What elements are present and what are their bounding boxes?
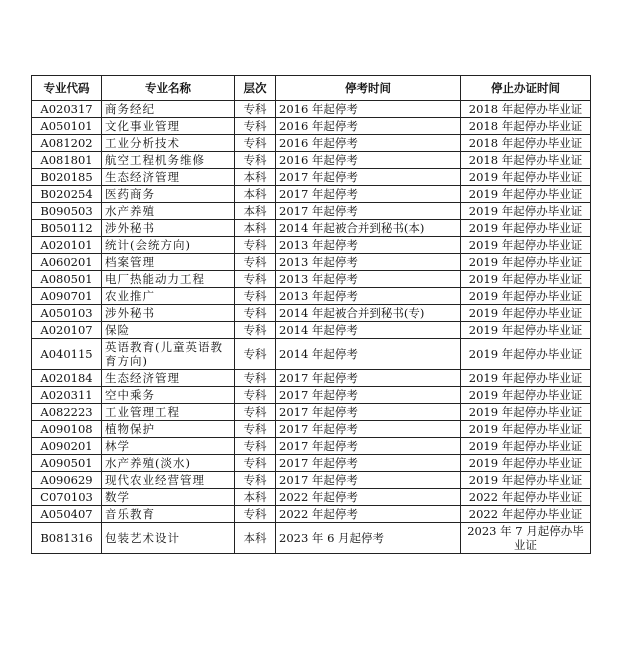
cell-code: B081316: [32, 523, 102, 554]
cell-stop-cert: 2019 年起停办毕业证: [461, 455, 591, 472]
cell-level: 专科: [235, 152, 276, 169]
table-row: [32, 404, 591, 421]
discontinued-majors-table: [31, 75, 591, 554]
cell-stop-cert: 2019 年起停办毕业证: [461, 237, 591, 254]
cell-stop-cert: 2018 年起停办毕业证: [461, 101, 591, 118]
cell-stop-exam: 2013 年起停考: [276, 254, 461, 271]
cell-stop-exam: 2013 年起停考: [276, 288, 461, 305]
cell-stop-exam: 2013 年起停考: [276, 237, 461, 254]
cell-stop-exam: 2016 年起停考: [276, 152, 461, 169]
table-row: [32, 339, 591, 370]
cell-stop-cert: 2019 年起停办毕业证: [461, 438, 591, 455]
cell-name: 空中乘务: [102, 387, 235, 404]
cell-code: A090501: [32, 455, 102, 472]
cell-code: A020317: [32, 101, 102, 118]
cell-code: A020101: [32, 237, 102, 254]
table-row: [32, 237, 591, 254]
cell-stop-cert: 2018 年起停办毕业证: [461, 135, 591, 152]
cell-name: 工业分析技术: [102, 135, 235, 152]
cell-code: A082223: [32, 404, 102, 421]
cell-name: 包装艺术设计: [102, 523, 235, 554]
cell-code: B050112: [32, 220, 102, 237]
cell-stop-cert: 2023 年 7 月起停办毕业证: [461, 523, 591, 554]
cell-code: A050103: [32, 305, 102, 322]
header-stop-exam: 停考时间: [276, 76, 461, 101]
cell-stop-exam: 2017 年起停考: [276, 370, 461, 387]
cell-name: 电厂热能动力工程: [102, 271, 235, 288]
cell-stop-cert: 2019 年起停办毕业证: [461, 305, 591, 322]
cell-code: A090629: [32, 472, 102, 489]
cell-stop-cert: 2019 年起停办毕业证: [461, 387, 591, 404]
cell-level: 专科: [235, 339, 276, 370]
cell-name: 农业推广: [102, 288, 235, 305]
cell-level: 专科: [235, 370, 276, 387]
cell-stop-exam: 2023 年 6 月起停考: [276, 523, 461, 554]
table-row: [32, 489, 591, 506]
header-name: 专业名称: [102, 76, 235, 101]
cell-name: 水产养殖: [102, 203, 235, 220]
cell-name: 水产养殖(淡水): [102, 455, 235, 472]
cell-stop-exam: 2022 年起停考: [276, 489, 461, 506]
cell-name: 生态经济管理: [102, 370, 235, 387]
cell-stop-exam: 2017 年起停考: [276, 203, 461, 220]
cell-code: A081801: [32, 152, 102, 169]
cell-stop-cert: 2019 年起停办毕业证: [461, 288, 591, 305]
cell-stop-cert: 2019 年起停办毕业证: [461, 322, 591, 339]
cell-stop-exam: 2017 年起停考: [276, 404, 461, 421]
cell-level: 专科: [235, 305, 276, 322]
cell-code: A081202: [32, 135, 102, 152]
cell-stop-exam: 2017 年起停考: [276, 421, 461, 438]
cell-level: 专科: [235, 421, 276, 438]
cell-level: 本科: [235, 489, 276, 506]
cell-level: 专科: [235, 506, 276, 523]
cell-stop-cert: 2019 年起停办毕业证: [461, 370, 591, 387]
table-row: [32, 220, 591, 237]
cell-stop-exam: 2014 年起停考: [276, 322, 461, 339]
table-row: [32, 118, 591, 135]
cell-code: B090503: [32, 203, 102, 220]
table-row: [32, 305, 591, 322]
table-row: [32, 135, 591, 152]
cell-name: 商务经纪: [102, 101, 235, 118]
cell-level: 专科: [235, 271, 276, 288]
cell-code: C070103: [32, 489, 102, 506]
cell-name: 工业管理工程: [102, 404, 235, 421]
cell-code: A080501: [32, 271, 102, 288]
cell-stop-exam: 2016 年起停考: [276, 101, 461, 118]
cell-name: 保险: [102, 322, 235, 339]
cell-code: B020185: [32, 169, 102, 186]
cell-code: A040115: [32, 339, 102, 370]
cell-name: 现代农业经营管理: [102, 472, 235, 489]
table-row: [32, 152, 591, 169]
cell-name: 航空工程机务维修: [102, 152, 235, 169]
table-row: [32, 421, 591, 438]
cell-code: A090108: [32, 421, 102, 438]
cell-stop-cert: 2019 年起停办毕业证: [461, 339, 591, 370]
table-row: [32, 472, 591, 489]
table-row: [32, 455, 591, 472]
cell-stop-exam: 2014 年起被合并到秘书(本): [276, 220, 461, 237]
cell-level: 专科: [235, 322, 276, 339]
cell-code: A020311: [32, 387, 102, 404]
cell-code: A050407: [32, 506, 102, 523]
cell-stop-exam: 2016 年起停考: [276, 135, 461, 152]
table-row: [32, 438, 591, 455]
cell-stop-cert: 2018 年起停办毕业证: [461, 118, 591, 135]
cell-level: 专科: [235, 118, 276, 135]
table-row: [32, 288, 591, 305]
cell-stop-exam: 2022 年起停考: [276, 506, 461, 523]
cell-stop-cert: 2022 年起停办毕业证: [461, 489, 591, 506]
cell-name: 林学: [102, 438, 235, 455]
cell-code: A020107: [32, 322, 102, 339]
cell-stop-cert: 2019 年起停办毕业证: [461, 421, 591, 438]
cell-name: 生态经济管理: [102, 169, 235, 186]
cell-level: 专科: [235, 101, 276, 118]
cell-stop-cert: 2019 年起停办毕业证: [461, 169, 591, 186]
cell-level: 专科: [235, 237, 276, 254]
header-stop-cert: 停止办证时间: [461, 76, 591, 101]
cell-code: A020184: [32, 370, 102, 387]
cell-name: 音乐教育: [102, 506, 235, 523]
cell-level: 本科: [235, 523, 276, 554]
cell-stop-exam: 2017 年起停考: [276, 472, 461, 489]
cell-stop-exam: 2013 年起停考: [276, 271, 461, 288]
cell-stop-exam: 2017 年起停考: [276, 169, 461, 186]
cell-stop-cert: 2022 年起停办毕业证: [461, 506, 591, 523]
cell-stop-cert: 2019 年起停办毕业证: [461, 220, 591, 237]
cell-level: 专科: [235, 254, 276, 271]
cell-level: 专科: [235, 387, 276, 404]
cell-code: A060201: [32, 254, 102, 271]
table-row: [32, 169, 591, 186]
cell-name: 统计(会统方向): [102, 237, 235, 254]
table-row: [32, 203, 591, 220]
cell-stop-cert: 2019 年起停办毕业证: [461, 271, 591, 288]
table-row: [32, 271, 591, 288]
header-code: 专业代码: [32, 76, 102, 101]
cell-name: 涉外秘书: [102, 220, 235, 237]
cell-stop-exam: 2017 年起停考: [276, 387, 461, 404]
cell-level: 专科: [235, 472, 276, 489]
table-row: [32, 523, 591, 554]
cell-level: 本科: [235, 169, 276, 186]
cell-stop-exam: 2017 年起停考: [276, 455, 461, 472]
table-header-row: [32, 76, 591, 101]
table-row: [32, 370, 591, 387]
cell-code: B020254: [32, 186, 102, 203]
cell-code: A050101: [32, 118, 102, 135]
cell-name: 文化事业管理: [102, 118, 235, 135]
table-row: [32, 186, 591, 203]
cell-stop-exam: 2014 年起停考: [276, 339, 461, 370]
cell-level: 本科: [235, 186, 276, 203]
cell-code: A090201: [32, 438, 102, 455]
cell-name: 医药商务: [102, 186, 235, 203]
cell-level: 专科: [235, 288, 276, 305]
cell-stop-cert: 2019 年起停办毕业证: [461, 472, 591, 489]
cell-stop-cert: 2019 年起停办毕业证: [461, 186, 591, 203]
cell-level: 本科: [235, 203, 276, 220]
cell-stop-cert: 2019 年起停办毕业证: [461, 404, 591, 421]
cell-name: 数学: [102, 489, 235, 506]
cell-name: 植物保护: [102, 421, 235, 438]
cell-stop-exam: 2017 年起停考: [276, 438, 461, 455]
cell-name: 英语教育(儿童英语教育方向): [102, 339, 235, 370]
cell-stop-cert: 2018 年起停办毕业证: [461, 152, 591, 169]
table-row: [32, 101, 591, 118]
table-row: [32, 322, 591, 339]
cell-level: 专科: [235, 438, 276, 455]
cell-level: 专科: [235, 135, 276, 152]
cell-stop-exam: 2014 年起被合并到秘书(专): [276, 305, 461, 322]
cell-stop-exam: 2016 年起停考: [276, 118, 461, 135]
table-row: [32, 506, 591, 523]
cell-name: 档案管理: [102, 254, 235, 271]
cell-code: A090701: [32, 288, 102, 305]
table-row: [32, 254, 591, 271]
cell-level: 本科: [235, 220, 276, 237]
cell-level: 专科: [235, 455, 276, 472]
cell-stop-cert: 2019 年起停办毕业证: [461, 254, 591, 271]
cell-stop-exam: 2017 年起停考: [276, 186, 461, 203]
header-level: 层次: [235, 76, 276, 101]
cell-stop-cert: 2019 年起停办毕业证: [461, 203, 591, 220]
cell-level: 专科: [235, 404, 276, 421]
table-row: [32, 387, 591, 404]
cell-name: 涉外秘书: [102, 305, 235, 322]
